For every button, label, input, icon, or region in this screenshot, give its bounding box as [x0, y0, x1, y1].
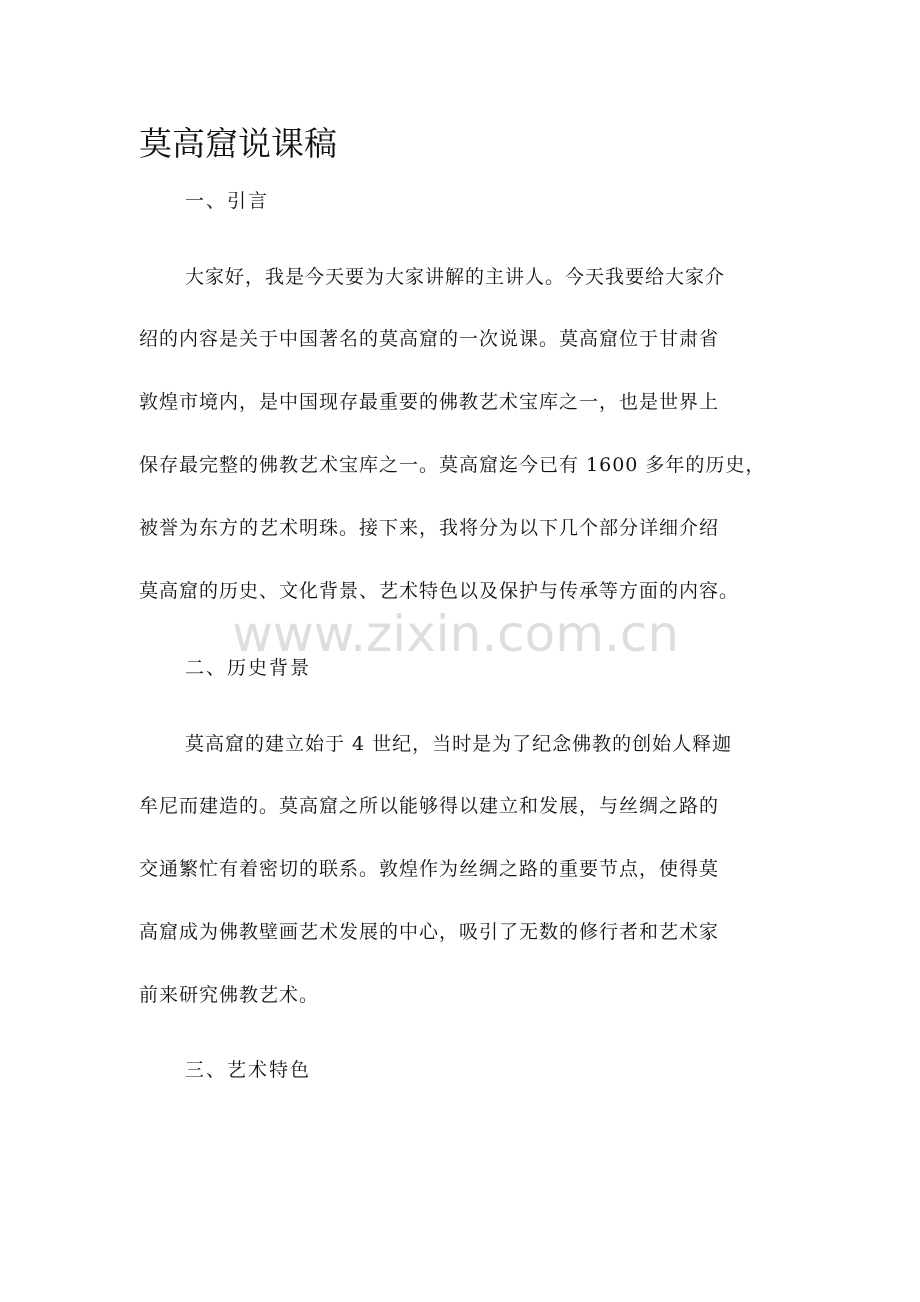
paragraph-line: 被誉为东方的艺术明珠。接下来，我将分为以下几个部分详细介绍: [139, 517, 720, 539]
paragraph-line: 交通繁忙有着密切的联系。敦煌作为丝绸之路的重要节点，使得莫: [139, 858, 720, 880]
paragraph-line: 绍的内容是关于中国著名的莫高窟的一次说课。莫高窟位于甘肃省: [139, 328, 720, 350]
document-title: 莫高窟说课稿: [139, 124, 337, 163]
paragraph-line: 前来研究佛教艺术。: [139, 984, 320, 1006]
paragraph-line: 大家好，我是今天要为大家讲解的主讲人。今天我要给大家介: [185, 266, 726, 288]
watermark: www.zixin.com.cn: [232, 605, 680, 663]
paragraph-line: 莫高窟的历史、文化背景、艺术特色以及保护与传承等方面的内容。: [139, 580, 740, 602]
paragraph-line: 敦煌市境内，是中国现存最重要的佛教艺术宝库之一，也是世界上: [139, 391, 720, 413]
section-heading-intro: 一、引言: [185, 190, 270, 212]
paragraph-line: 莫高窟的建立始于 4 世纪，当时是为了纪念佛教的创始人释迦: [185, 733, 733, 755]
paragraph-line: 牟尼而建造的。莫高窟之所以能够得以建立和发展，与丝绸之路的: [139, 795, 720, 817]
paragraph-line: 保存最完整的佛教艺术宝库之一。莫高窟迄今已有 1600 多年的历史，: [139, 454, 766, 476]
paragraph-line: 高窟成为佛教壁画艺术发展的中心，吸引了无数的修行者和艺术家: [139, 921, 720, 943]
section-heading-history: 二、历史背景: [185, 657, 312, 679]
section-heading-art: 三、艺术特色: [185, 1059, 312, 1081]
